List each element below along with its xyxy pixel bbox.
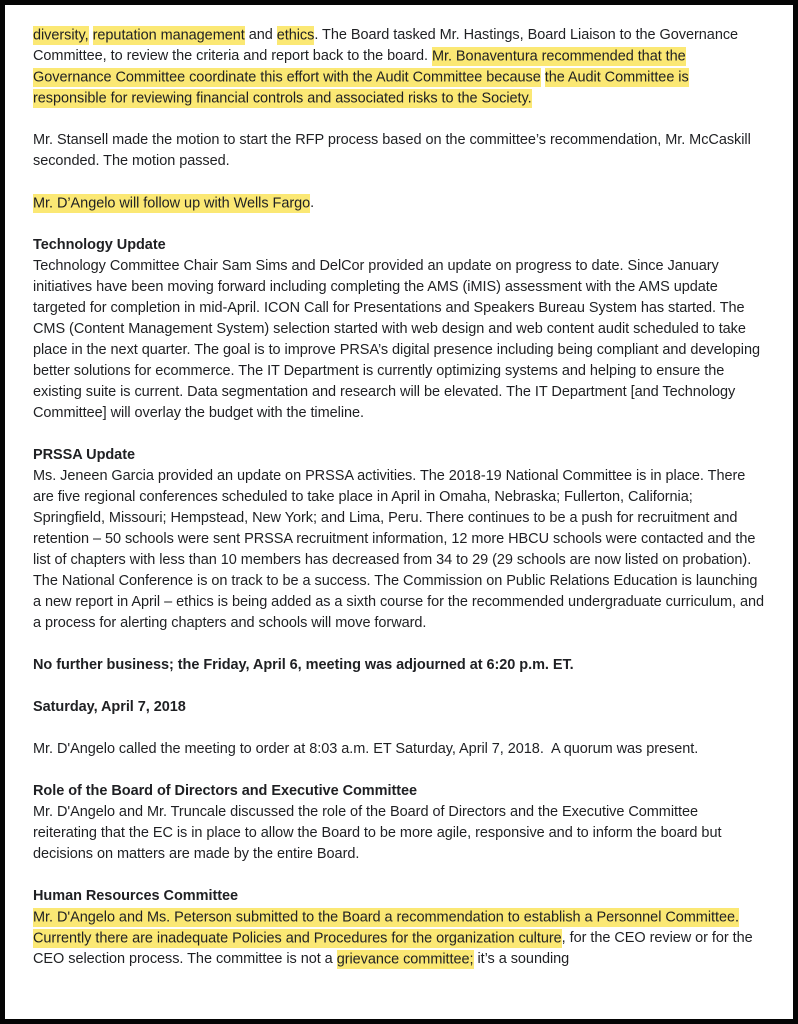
text-run: , for the CEO review or for the CEO selection process. The committee is not a	[33, 930, 753, 967]
document-body	[5, 5, 793, 980]
text-run: and	[244, 27, 277, 43]
text-run: Ms. Jeneen Garcia provided an update on PRSSA activities. The 2018-19 National Committee is in place. There are five regional conferences scheduled to take place in April in Omaha, Nebraska; Fullerton, California; Springfield, Missouri; Hempstead, New York; and Lima, Peru. There continues to be a push for recruitment and retention – 50 schools were sent PRSSA recruitment information, 12 more HBCU schools were contacted and the list of chapters with less than 10 members has decreased from 34 to 29 (29 schools are now listed on probation). The National Conference is on track to be a success. The Commission on Public Relations Education is launching a new report in April – ethics is being added as a sixth course for the recommended undergraduate curriculum, and a process for alerting chapters and schools will move forward.	[33, 468, 765, 631]
text-run: .	[310, 195, 315, 211]
paragraph	[33, 466, 765, 634]
paragraph	[33, 802, 765, 865]
paragraph	[33, 130, 765, 172]
section-heading	[33, 445, 765, 466]
paragraph	[33, 655, 765, 676]
text-run: No further business; the Friday, April 6, meeting was adjourned at 6:20 p.m. ET.	[33, 657, 574, 673]
paragraph	[33, 907, 765, 970]
text-run: Mr. Stansell made the motion to start the RFP process based on the committee’s recommendation, Mr. McCaskill seconded. The motion passed.	[33, 132, 751, 169]
paragraph	[33, 739, 765, 760]
text-run: Role of the Board of Directors and Executive Committee	[33, 783, 418, 799]
highlighted-text: the Audit Committee is responsible for reviewing financial controls and associated risks to the Society.	[33, 69, 689, 106]
text-run: it’s a sounding	[473, 951, 570, 967]
text-run: Technology Update	[33, 237, 166, 253]
section-heading	[33, 781, 765, 802]
section-heading	[33, 235, 765, 256]
text-run: Mr. D'Angelo and Mr. Truncale discussed the role of the Board of Directors and the Executive Committee reiterating that the EC is in place to allow the Board to be more agile, responsive and to inform the board but decisions on matters are made by the entire Board.	[33, 804, 722, 862]
highlighted-text: Mr. D'Angelo and Ms. Peterson submitted to the Board a recommendation to establish a Personnel Committee.	[33, 909, 739, 925]
paragraph	[33, 697, 765, 718]
highlighted-text: diversity,	[33, 27, 89, 43]
highlighted-text: Mr. Bonaventura recommended that the Governance Committee coordinate this effort with the Audit Committee because	[33, 48, 686, 85]
highlighted-text: Currently there are inadequate Policies and Procedures for the organization culture	[33, 930, 562, 946]
text-run: Technology Committee Chair Sam Sims and DelCor provided an update on progress to date. Since January initiatives have been moving forward including completing the AMS (iMIS) assessment with the AMS update targeted for completion in mid-April. ICON Call for Presentations and Speakers Bureau System has started. The CMS (Content Management System) selection started with web design and web content audit scheduled to take place in the next quarter. The goal is to improve PRSA’s digital presence including being compliant and developing better solutions for ecommerce. The IT Department is currently optimizing systems and helping to ensure the existing suite is current. Data segmentation and research will be elevated. The IT Department [and Technology Committee] will overlay the budget with the timeline.	[33, 258, 761, 421]
paragraph	[33, 25, 765, 109]
text-run: Saturday, April 7, 2018	[33, 699, 186, 715]
highlighted-text: Mr. D’Angelo will follow up with Wells Fargo	[33, 195, 311, 211]
paragraph	[33, 256, 765, 424]
highlighted-text: reputation management	[92, 27, 245, 43]
paragraph	[33, 193, 765, 214]
text-run: . The Board tasked Mr. Hastings, Board Liaison to the Governance Committee, to review the criteria and report back to the board.	[33, 27, 739, 64]
text-run: Mr. D'Angelo called the meeting to order at 8:03 a.m. ET Saturday, April 7, 2018. A quorum was present.	[33, 741, 699, 757]
section-heading	[33, 886, 765, 907]
text-run: Human Resources Committee	[33, 888, 239, 904]
highlighted-text: grievance committee;	[336, 951, 474, 967]
text-run: PRSSA Update	[33, 447, 135, 463]
highlighted-text: ethics	[276, 27, 315, 43]
